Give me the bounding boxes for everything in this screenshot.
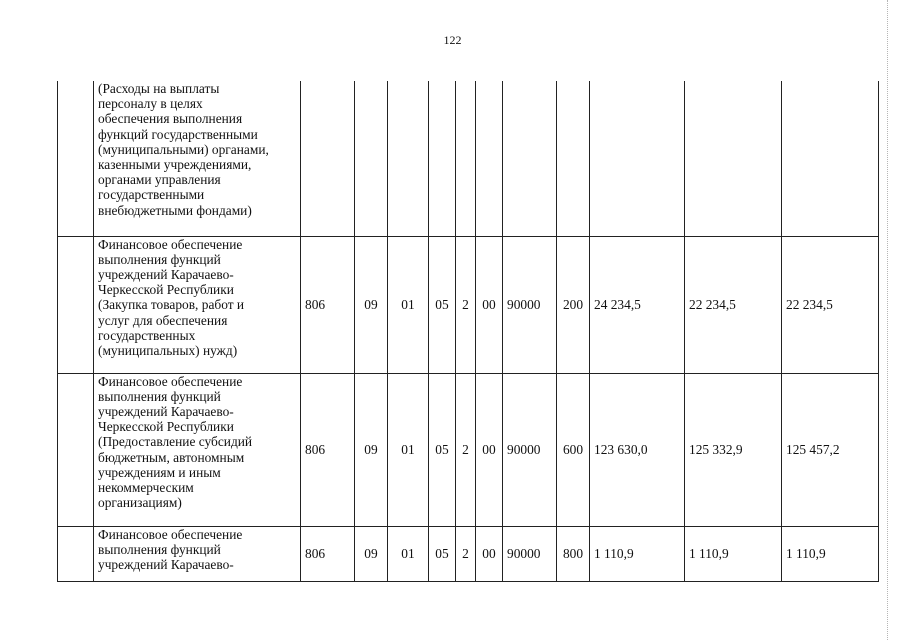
- name-line: (Закупка товаров, работ и: [98, 297, 245, 313]
- code-cell-cs2: 2: [456, 526, 476, 581]
- name-line: Финансовое обеспечение: [98, 373, 243, 389]
- name-line: бюджетным, автономным: [98, 449, 245, 465]
- name-line: (муниципальных) нужд): [98, 342, 238, 358]
- name-line: (Расходы на выплаты: [98, 81, 220, 96]
- name-cell: [94, 373, 301, 526]
- amount-cell-sum3: 22 234,5: [782, 236, 879, 373]
- name-line: учреждений Карачаево-: [98, 556, 234, 572]
- code-cell-cs1: 05: [429, 236, 456, 373]
- amount-cell-sum1: 1 110,9: [590, 526, 685, 581]
- table-row: [58, 373, 879, 526]
- table-row: [58, 81, 879, 236]
- name-line: государственными: [98, 187, 205, 203]
- amount-cell-sum1: [590, 81, 685, 236]
- table-body: [58, 81, 879, 581]
- code-cell-vr: 600: [557, 373, 590, 526]
- code-cell-pr: 01: [388, 373, 429, 526]
- code-cell-ved: 806: [301, 526, 355, 581]
- name-line: Финансовое обеспечение: [98, 236, 243, 252]
- code-cell-cs3: 00: [476, 236, 503, 373]
- amount-cell-sum1: 123 630,0: [590, 373, 685, 526]
- name-line: учреждений Карачаево-: [98, 266, 234, 282]
- name-line: (Предоставление субсидий: [98, 434, 253, 450]
- name-line: (муниципальными) органами,: [98, 141, 269, 157]
- code-cell-pr: 01: [388, 526, 429, 581]
- row-number-cell: [58, 373, 94, 526]
- name-line: обеспечения выполнения: [98, 111, 243, 127]
- name-line: казенными учреждениями,: [98, 157, 252, 173]
- code-cell-cs3: 00: [476, 526, 503, 581]
- amount-cell-sum2: 22 234,5: [685, 236, 782, 373]
- table-row: [58, 526, 879, 581]
- amount-cell-sum2: [685, 81, 782, 236]
- name-line: выполнения функций: [98, 541, 221, 557]
- code-cell-rz: 09: [355, 373, 388, 526]
- name-line: выполнения функций: [98, 388, 221, 404]
- amount-cell-sum3: [782, 81, 879, 236]
- code-cell-cs1: 05: [429, 373, 456, 526]
- name-line: государственных: [98, 327, 196, 343]
- table-row: [58, 236, 879, 373]
- code-cell-vr: 200: [557, 236, 590, 373]
- code-cell-pr: 01: [388, 236, 429, 373]
- code-cell-cs2: 2: [456, 373, 476, 526]
- code-cell-cs2: 2: [456, 236, 476, 373]
- name-line: выполнения функций: [98, 251, 221, 267]
- scan-edge-marks: [887, 0, 890, 640]
- code-cell-rz: 09: [355, 526, 388, 581]
- row-number-cell: [58, 81, 94, 236]
- amount-cell-sum3: 125 457,2: [782, 373, 879, 526]
- code-cell-pr: [388, 81, 429, 236]
- name-cell: [94, 526, 301, 581]
- amount-cell-sum2: 1 110,9: [685, 526, 782, 581]
- name-line: учреждений Карачаево-: [98, 403, 234, 419]
- code-cell-cs1: 05: [429, 526, 456, 581]
- code-cell-rz: [355, 81, 388, 236]
- code-cell-cs3: 00: [476, 373, 503, 526]
- amount-cell-sum3: 1 110,9: [782, 526, 879, 581]
- name-line: организациям): [98, 495, 182, 511]
- code-cell-cs1: [429, 81, 456, 236]
- name-line: Черкесской Республики: [98, 282, 234, 298]
- name-line: функций государственными: [98, 126, 258, 142]
- name-line: некоммерческим: [98, 479, 194, 495]
- name-line: внебюджетными фондами): [98, 202, 252, 218]
- code-cell-vr: [557, 81, 590, 236]
- name-line: учреждениям и иным: [98, 464, 221, 480]
- name-line: органами управления: [98, 172, 221, 188]
- code-cell-cs2: [456, 81, 476, 236]
- code-cell-cs4: 90000: [503, 373, 557, 526]
- code-cell-vr: 800: [557, 526, 590, 581]
- name-line: Финансовое обеспечение: [98, 526, 243, 542]
- row-number-cell: [58, 236, 94, 373]
- code-cell-cs4: [503, 81, 557, 236]
- code-cell-ved: 806: [301, 373, 355, 526]
- name-cell: [94, 236, 301, 373]
- amount-cell-sum2: 125 332,9: [685, 373, 782, 526]
- code-cell-cs4: 90000: [503, 526, 557, 581]
- name-line: Черкесской Республики: [98, 419, 234, 435]
- name-cell: [94, 81, 301, 236]
- amount-cell-sum1: 24 234,5: [590, 236, 685, 373]
- code-cell-ved: [301, 81, 355, 236]
- name-line: персоналу в целях: [98, 96, 203, 112]
- page-number: 122: [443, 33, 462, 47]
- name-line: услуг для обеспечения: [98, 312, 228, 328]
- code-cell-rz: 09: [355, 236, 388, 373]
- row-number-cell: [58, 526, 94, 581]
- code-cell-cs3: [476, 81, 503, 236]
- code-cell-cs4: 90000: [503, 236, 557, 373]
- budget-table: [57, 81, 879, 582]
- code-cell-ved: 806: [301, 236, 355, 373]
